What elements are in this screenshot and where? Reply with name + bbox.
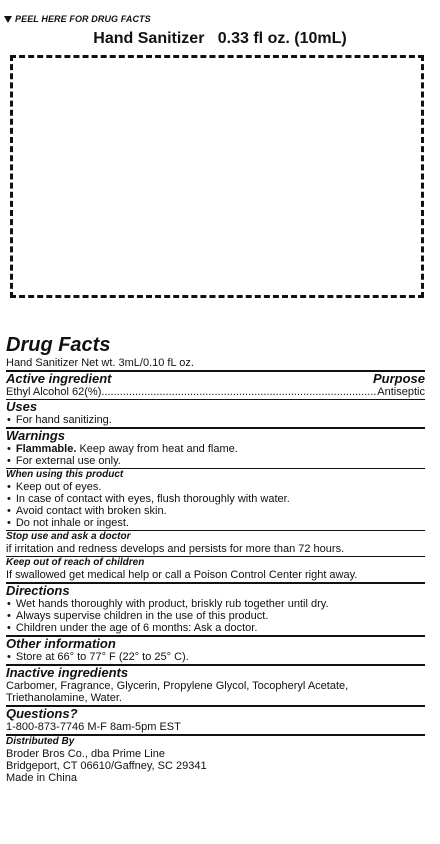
flammable-label: Flammable. bbox=[15, 443, 77, 455]
purpose-value: Antiseptic bbox=[377, 386, 425, 398]
active-ingredient-value: Ethyl Alcohol 62(%) bbox=[6, 386, 102, 398]
inactive-ingredients-heading: Inactive ingredients bbox=[6, 665, 129, 680]
list-item: • Store at 66° to 77° F (22° to 25° C). bbox=[6, 651, 425, 663]
list-item: • In case of contact with eyes, flush thoroughly with water. bbox=[6, 493, 425, 505]
questions-heading: Questions? bbox=[6, 706, 78, 721]
active-ingredient-heading: Active ingredient bbox=[6, 371, 112, 386]
list-item: • Do not inhale or ingest. bbox=[6, 517, 425, 529]
flammable-text: Keep away from heat and flame. bbox=[76, 443, 238, 455]
product-title: Hand Sanitizer 0.33 fl oz. (10mL) bbox=[93, 30, 347, 47]
distributor-line: Made in China bbox=[6, 772, 77, 784]
inactive-ingredients-line-1: Carbomer, Fragrance, Glycerin, Propylene Glycol, Tocopheryl Acetate, bbox=[6, 680, 349, 692]
drug-facts-panel bbox=[6, 334, 425, 784]
stop-use-heading: Stop use and ask a doctor bbox=[6, 531, 131, 542]
list-item: • Keep out of eyes. bbox=[6, 481, 425, 493]
stop-use-text: if irritation and redness develops and persists for more than 72 hours. bbox=[6, 543, 345, 555]
uses-heading: Uses bbox=[6, 399, 38, 414]
list-item bbox=[6, 443, 425, 455]
active-heading-row bbox=[6, 372, 425, 386]
distributor-line: Broder Bros Co., dba Prime Line bbox=[6, 748, 165, 760]
keep-out-heading: Keep out of reach of children bbox=[6, 557, 145, 568]
directions-heading: Directions bbox=[6, 583, 70, 598]
list-item: • Always supervise children in the use of this product. bbox=[6, 610, 425, 622]
distributed-by-heading: Distributed By bbox=[6, 736, 75, 747]
list-item: • Avoid contact with broken skin. bbox=[6, 505, 425, 517]
peel-area-dashed-border bbox=[10, 55, 424, 298]
when-using-heading: When using this product bbox=[6, 469, 124, 480]
peel-here-label[interactable] bbox=[4, 14, 151, 24]
active-ingredient-row bbox=[6, 386, 425, 398]
questions-phone: 1-800-873-7746 M-F 8am-5pm EST bbox=[6, 721, 181, 733]
peel-arrow-icon bbox=[4, 16, 12, 23]
list-item: • Children under the age of 6 months: Ask a doctor. bbox=[6, 622, 425, 634]
keep-out-text: If swallowed get medical help or call a Poison Control Center right away. bbox=[6, 569, 358, 581]
purpose-heading: Purpose bbox=[372, 371, 425, 386]
inactive-ingredients-line-2: Triethanolamine, Water. bbox=[6, 692, 122, 704]
other-information-heading: Other information bbox=[6, 636, 116, 651]
peel-text: PEEL HERE FOR DRUG FACTS bbox=[15, 14, 151, 24]
list-item: • Wet hands thoroughly with product, briskly rub together until dry. bbox=[6, 598, 425, 610]
dot-leader bbox=[101, 386, 377, 398]
list-item: • For external use only. bbox=[6, 455, 425, 467]
distributor-line: Bridgeport, CT 06610/Gaffney, SC 29341 bbox=[6, 760, 207, 772]
drug-facts-title: Drug Facts bbox=[6, 334, 111, 356]
list-item: • For hand sanitizing. bbox=[6, 414, 425, 426]
warnings-heading: Warnings bbox=[6, 428, 65, 443]
net-weight-line: Hand Sanitizer Net wt. 3mL/0.10 fL oz. bbox=[6, 357, 194, 369]
